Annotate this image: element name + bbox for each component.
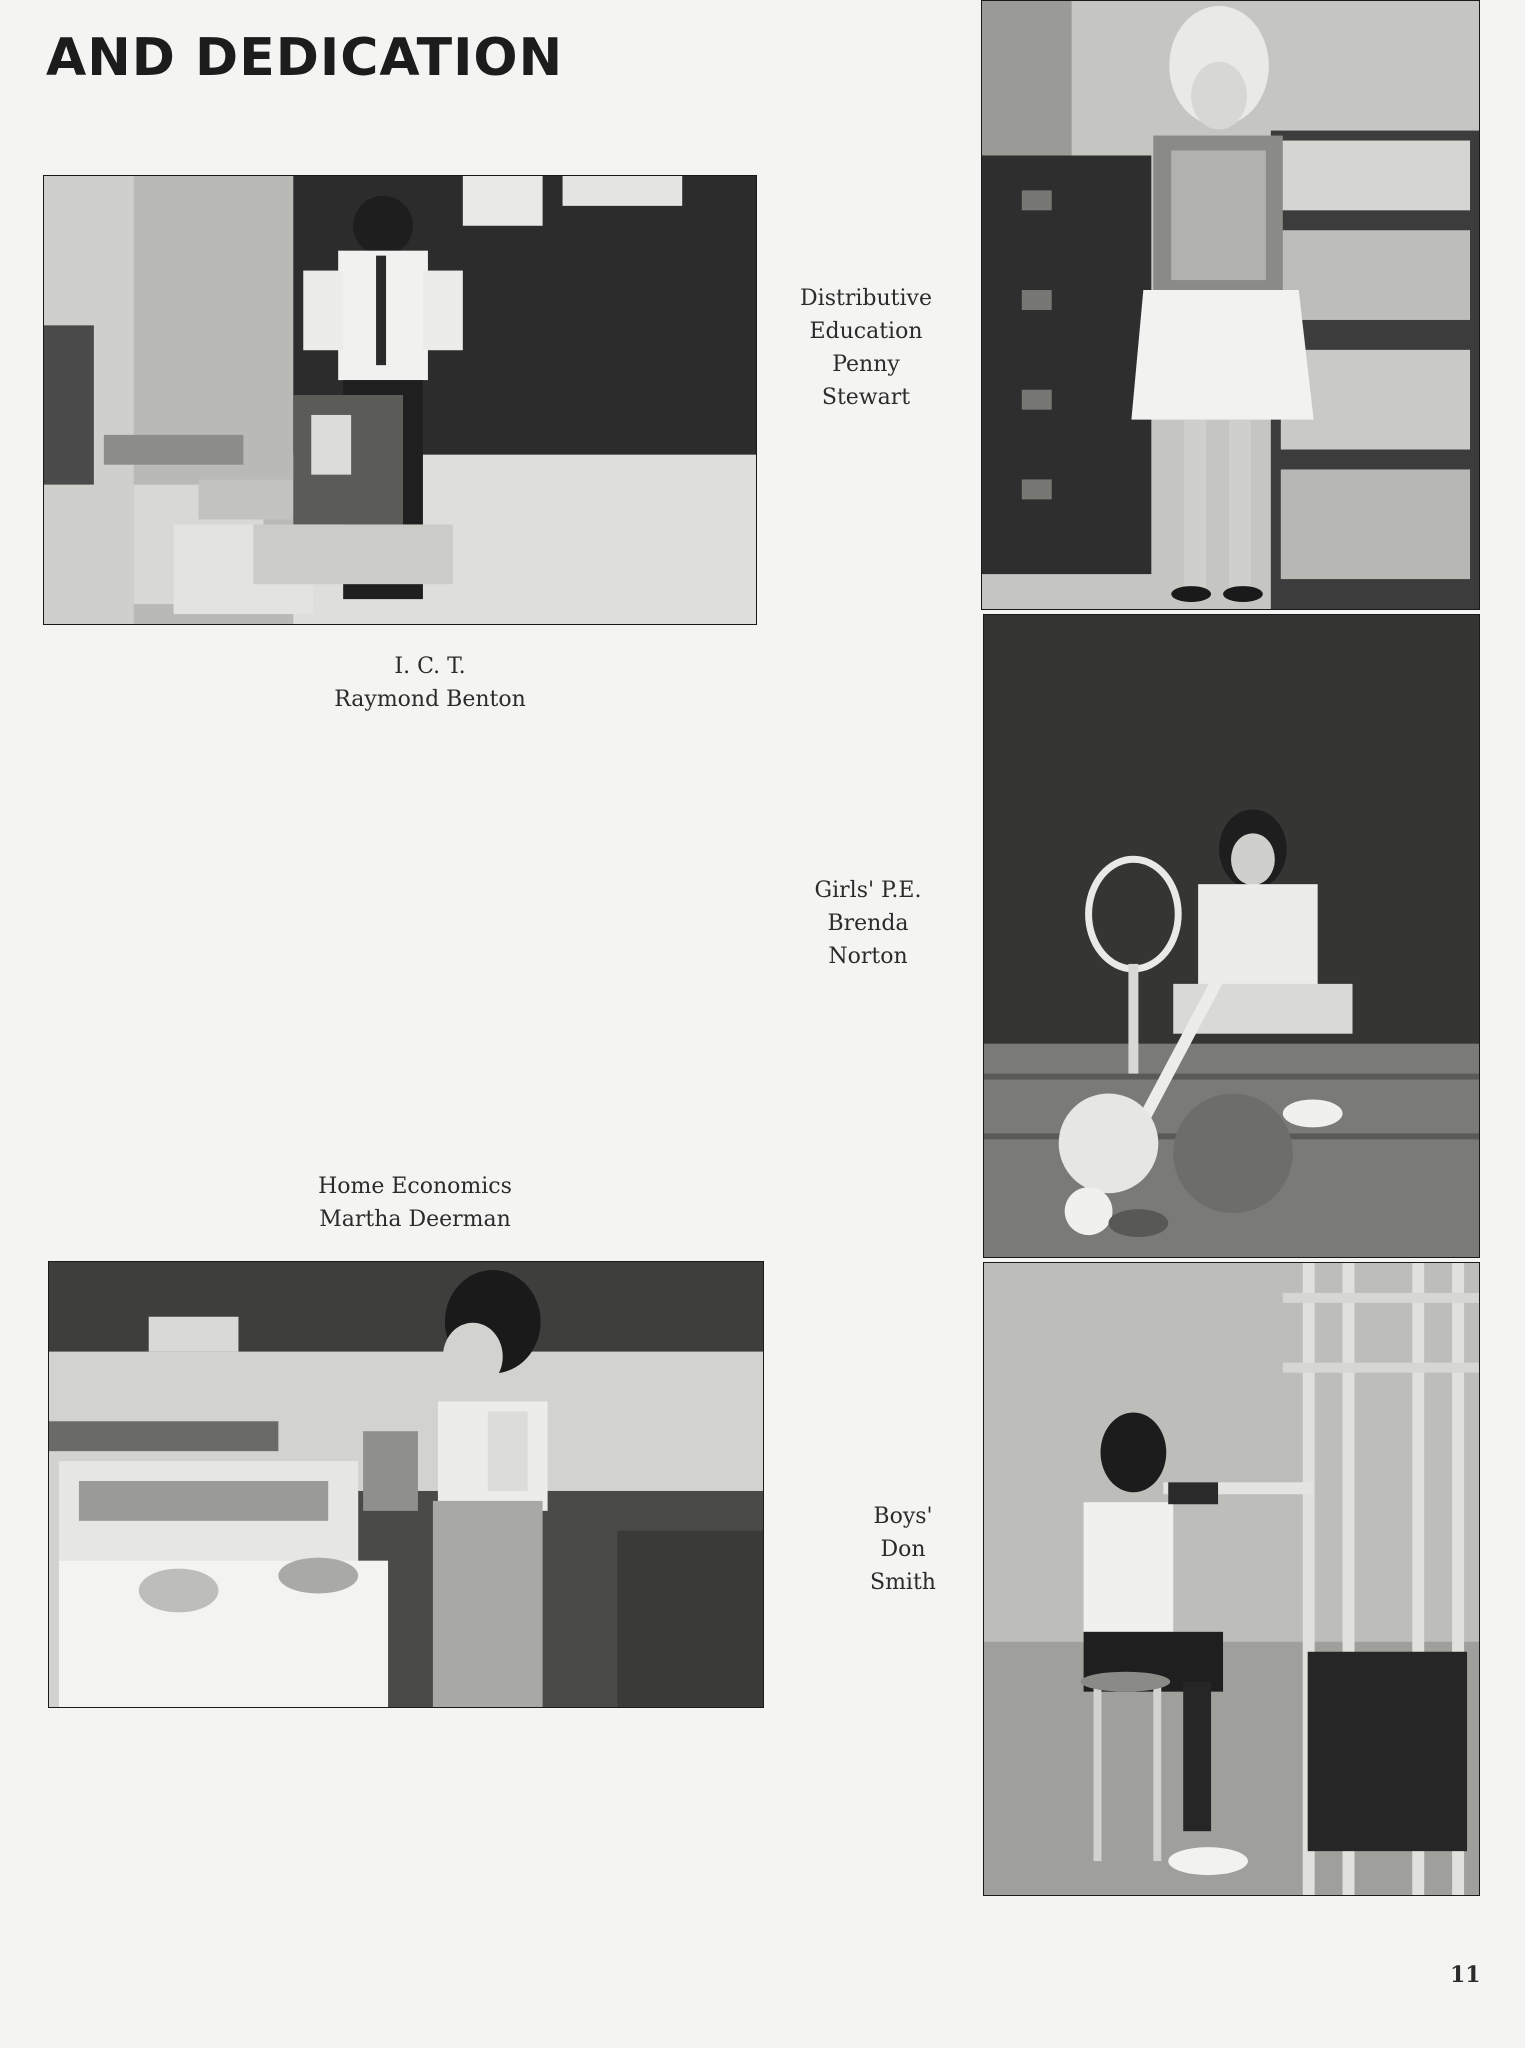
gym-sports-equipment-image <box>984 615 1479 1257</box>
caption-boys-name-first: Don <box>880 1537 926 1562</box>
caption-home-economics <box>270 1170 560 1236</box>
photo-girls-pe <box>983 614 1480 1258</box>
caption-distributive-line2: Education <box>809 319 923 344</box>
caption-home-economics-name: Martha Deerman <box>319 1207 511 1232</box>
caption-girls-pe-name-first: Brenda <box>827 911 909 936</box>
caption-boys-subject: Boys' <box>873 1504 933 1529</box>
caption-distributive-name-last: Stewart <box>821 385 911 410</box>
caption-girls-pe-subject: Girls' P.E. <box>814 878 922 903</box>
caption-ict-subject: I. C. T. <box>394 654 466 679</box>
photo-home-economics <box>48 1261 764 1708</box>
classroom-projector-image <box>44 176 756 624</box>
magazine-rack-image <box>982 1 1479 609</box>
caption-ict <box>300 650 560 716</box>
caption-distributive-name-first: Penny <box>832 352 900 377</box>
caption-home-economics-subject: Home Economics <box>318 1174 512 1199</box>
weight-machine-image <box>984 1263 1479 1895</box>
caption-boys-name-last: Smith <box>870 1570 936 1595</box>
caption-girls-pe <box>768 874 968 973</box>
kitchen-stove-image <box>49 1262 763 1707</box>
photo-boys-pe <box>983 1262 1480 1896</box>
photo-ict-classroom <box>43 175 757 625</box>
page-heading: AND DEDICATION <box>46 28 564 88</box>
photo-distributive-education <box>981 0 1480 610</box>
caption-girls-pe-name-last: Norton <box>828 944 908 969</box>
page-number: 11 <box>1450 1962 1481 1988</box>
caption-distributive-line1: Distributive <box>800 286 932 311</box>
caption-ict-name: Raymond Benton <box>334 687 526 712</box>
caption-boys-pe <box>838 1500 968 1599</box>
caption-distributive-education <box>755 282 977 414</box>
